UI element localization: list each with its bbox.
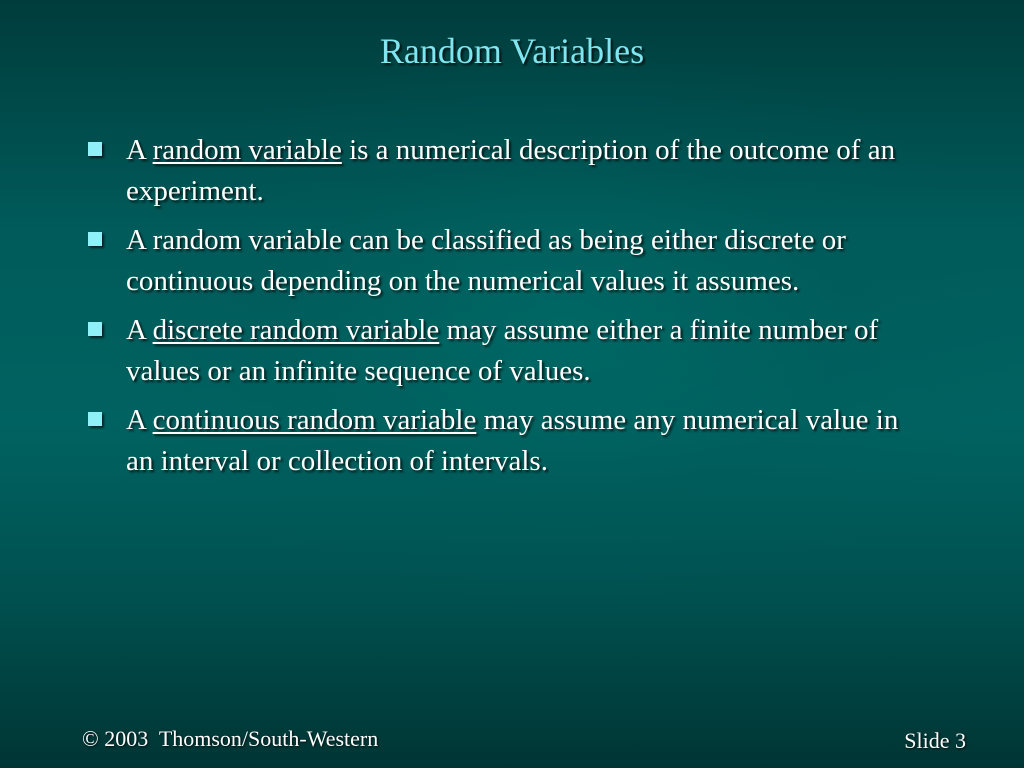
slide-title: Random Variables — [379, 31, 645, 71]
square-bullet-icon — [88, 232, 102, 246]
bullet-text-before: A random variable can be classified as being either discrete or continuous depending on the numerical values it assumes. — [126, 224, 846, 297]
term-discrete-random-variable: discrete random variable — [152, 314, 440, 346]
term-continuous-random-variable: continuous random variable — [152, 404, 477, 436]
bullet-item-classification — [86, 220, 926, 302]
bullet-text-after: may assume either a finite number of values or an infinite sequence of values. — [126, 314, 879, 387]
bullet-item-discrete — [86, 310, 926, 392]
bullet-text-before: A — [126, 314, 153, 346]
square-bullet-icon — [88, 322, 102, 336]
bullet-text-after: is a numerical description of the outcome of an experiment. — [126, 134, 896, 207]
bullet-item-continuous — [86, 400, 926, 482]
term-random-variable: random variable — [152, 134, 342, 166]
bullet-text-before: A — [126, 134, 153, 166]
bullet-item-random-variable — [86, 130, 926, 212]
slide-number: Slide 3 — [904, 728, 966, 753]
bullet-list — [86, 130, 926, 490]
footer-copyright: © 2003 Thomson/South-Western — [82, 726, 379, 751]
square-bullet-icon — [88, 412, 102, 426]
bullet-text-before: A — [126, 404, 153, 436]
bullet-text-after: may assume any numerical value in an interval or collection of intervals. — [126, 404, 899, 477]
square-bullet-icon — [88, 142, 102, 156]
